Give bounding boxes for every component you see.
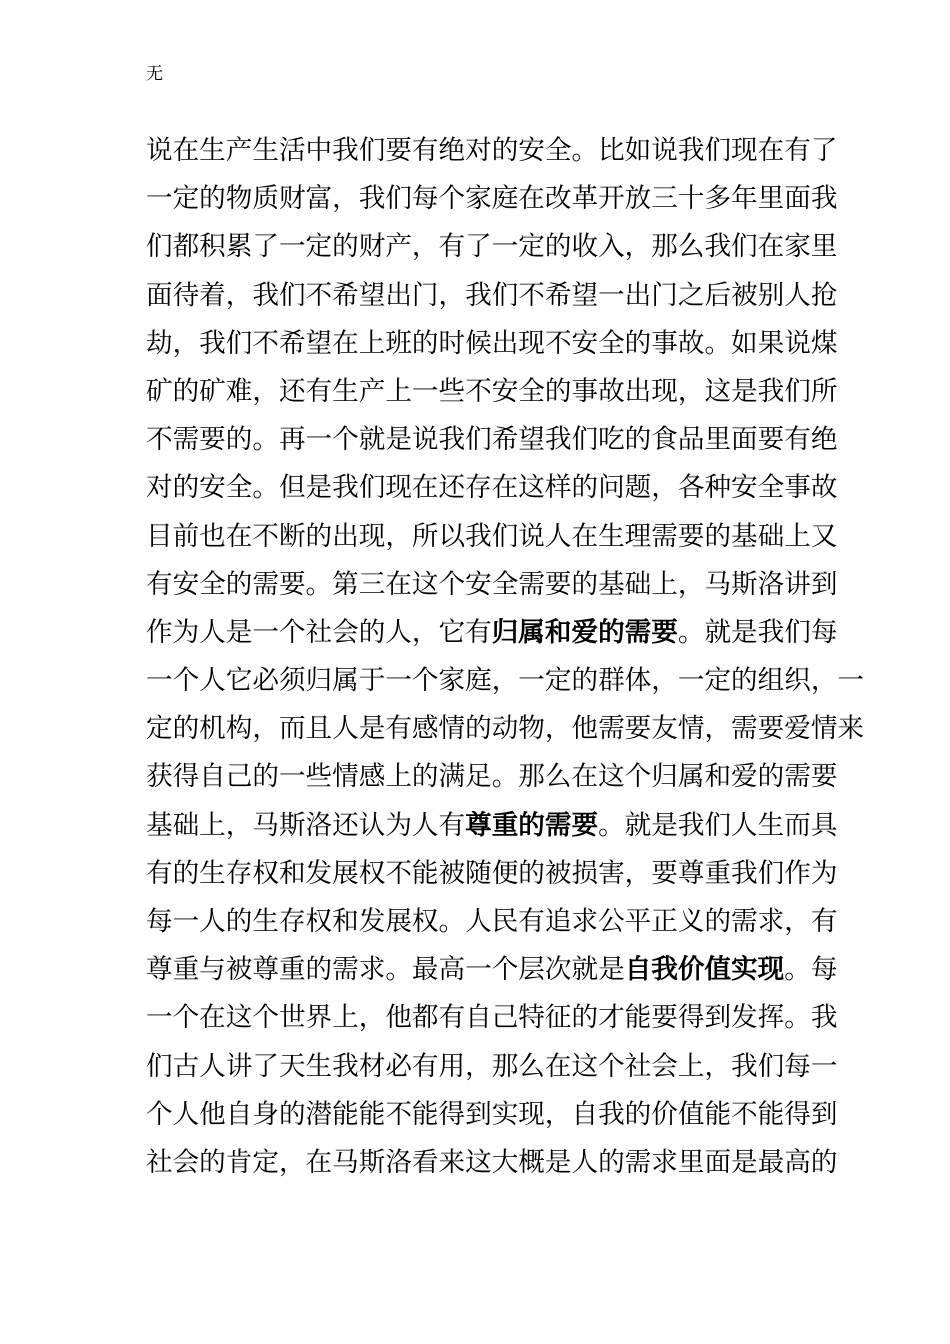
text-line: [146, 946, 838, 994]
bold-term: 尊重的需要: [465, 809, 599, 841]
text-run: 社会的肯定，在马斯洛看来这大概是人的需求里面是最高的: [146, 1146, 838, 1178]
text-line: [146, 272, 838, 320]
text-line: [146, 175, 838, 223]
text-run: 定的机构，而且人是有感情的动物，他需要友情，需要爱情来: [146, 713, 865, 745]
text-run: 尊重与被尊重的需求。最高一个层次就是: [146, 954, 625, 986]
text-line: [146, 705, 865, 753]
text-line: [146, 802, 838, 850]
text-run: 不需要的。再一个就是说我们希望我们吃的食品里面要有绝: [146, 424, 838, 456]
text-run: 劫，我们不希望在上班的时候出现不安全的事故。如果说煤: [146, 327, 838, 359]
text-run: 个人他自身的潜能能不能得到实现，自我的价值能不能得到: [146, 1098, 838, 1130]
text-run: 基础上，马斯洛还认为人有: [146, 809, 466, 841]
text-line: [146, 994, 838, 1042]
text-line: [146, 1091, 838, 1139]
text-line: [146, 753, 838, 801]
text-run: 面待着，我们不希望出门，我们不希望一出门之后被别人抢: [146, 279, 838, 311]
text-line: [146, 513, 838, 561]
text-run: 说在生产生活中我们要有绝对的安全。比如说我们现在有了: [146, 135, 838, 166]
text-run: 有的生存权和发展权不能被随便的被损害，要尊重我们作为: [146, 857, 838, 889]
text-line: [146, 609, 838, 657]
text-run: 获得自己的一些情感上的满足。那么在这个归属和爱的需要: [146, 761, 838, 793]
text-line: [146, 368, 838, 416]
text-run: 有安全的需要。第三在这个安全需要的基础上，马斯洛讲到: [146, 568, 838, 600]
text-line: [146, 1043, 838, 1091]
text-line: [146, 850, 838, 898]
text-line: [146, 657, 865, 705]
text-run: 。就是我们每: [677, 616, 838, 648]
text-line: [146, 898, 838, 946]
text-run: 。就是我们人生而具: [598, 809, 838, 841]
text-run: 们古人讲了天生我材必有用，那么在这个社会上，我们每一: [146, 1050, 838, 1082]
body-text: [146, 127, 865, 1187]
text-run: 目前也在不断的出现，所以我们说人在生理需要的基础上又: [146, 520, 838, 552]
text-run: 矿的矿难，还有生产上一些不安全的事故出现，这是我们所: [146, 375, 838, 407]
text-run: 。每: [784, 954, 838, 986]
bold-term: 归属和爱的需要: [491, 616, 678, 648]
text-line: [146, 223, 838, 271]
bold-term: 自我价值实现: [624, 954, 785, 986]
text-line: [146, 1139, 838, 1187]
text-line: [146, 561, 838, 609]
page-header: 无: [146, 64, 163, 84]
text-line: [146, 416, 838, 464]
text-run: 一定的物质财富，我们每个家庭在改革开放三十多年里面我: [146, 183, 838, 215]
text-run: 每一人的生存权和发展权。人民有追求公平正义的需求，有: [146, 906, 838, 937]
text-run: 一个在这个世界上，他都有自己特征的才能要得到发挥。我: [146, 1002, 838, 1034]
text-run: 对的安全。但是我们现在还存在这样的问题，各种安全事故: [146, 472, 838, 504]
text-line: [146, 320, 838, 368]
text-line: [146, 127, 838, 175]
text-line: [146, 464, 838, 512]
text-run: 们都积累了一定的财产，有了一定的收入，那么我们在家里: [146, 231, 838, 263]
text-run: 作为人是一个社会的人，它有: [146, 616, 492, 648]
text-run: 一个人它必须归属于一个家庭，一定的群体，一定的组织，一: [146, 665, 865, 697]
